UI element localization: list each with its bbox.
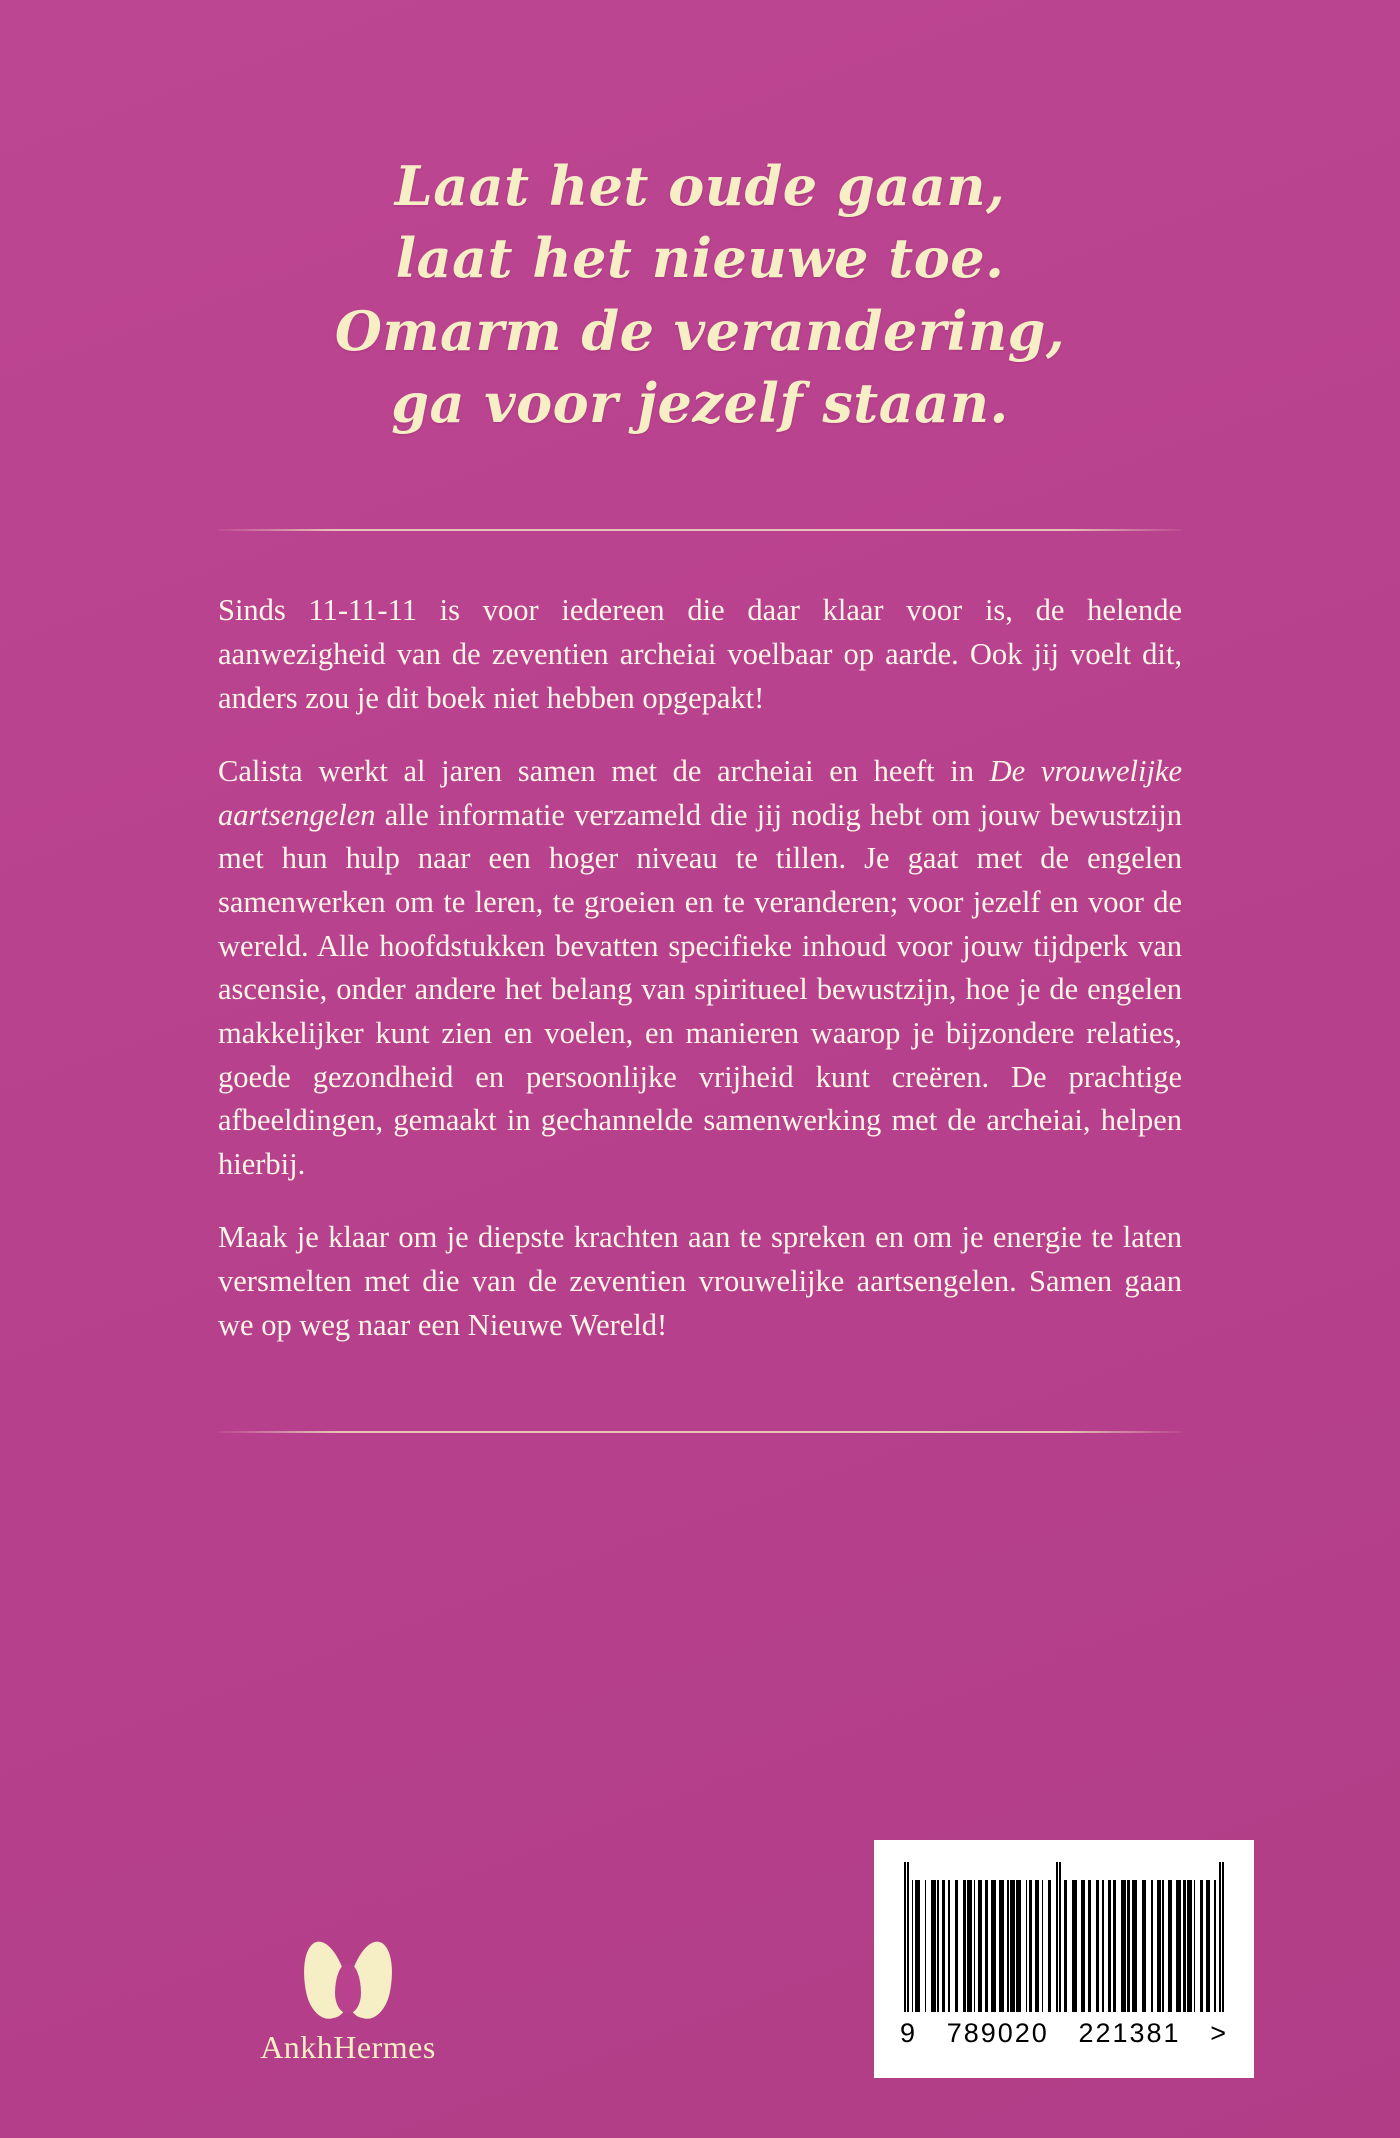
barcode-digit-group-2: 221381	[1078, 2018, 1181, 2048]
tagline-line-3: Omarm de verandering,	[334, 298, 1066, 363]
blurb-paragraph-2-rest: alle informatie verzameld die jij nodig hebt om jouw bewustzijn met hun hulp naar een hoger niveau te tillen. Je gaat met de engelen samenwerken om te leren, te groeien en te veranderen; voor jezelf en voor de wereld. Alle hoofdstukken bevatten specifieke inhoud voor jouw tijdperk van ascensie, onder andere het belang van spiritueel bewustzijn, hoe je de engelen makkelijker kunt zien en voelen, en manieren waarop je bijzondere relaties, goede gezondheid en persoonlijke vrijheid kunt creëren. De prachtige afbeeldingen, gemaakt in gechannelde samenwerking met de archeiai, helpen hierbij.	[218, 797, 1182, 1181]
publisher-logo	[218, 1933, 478, 2066]
divider-top	[218, 529, 1182, 531]
barcode-icon	[904, 1862, 1224, 2012]
barcode-digit-trailing: >	[1210, 2018, 1228, 2048]
publisher-name: AnkhHermes	[260, 2029, 436, 2065]
blurb-paragraph-3: Maak je klaar om je diepste krachten aan te spreken en om je energie te laten versmelten met die van de zeventien vrouwelijke aartsengelen. Samen gaan we op weg naar een Nieuwe Wereld!	[218, 1220, 1182, 1342]
blurb-paragraph-2-lead: Calista werkt al jaren samen met de archeiai en heeft in	[218, 754, 990, 789]
blurb-text	[0, 589, 1400, 1347]
barcode-digits	[894, 2018, 1234, 2049]
barcode	[874, 1840, 1254, 2078]
tagline-line-2: laat het nieuwe toe.	[395, 226, 1005, 291]
blurb-paragraph-2	[218, 750, 1182, 1186]
blurb-paragraph-1: Sinds 11-11-11 is voor iedereen die daar klaar voor is, de helende aanwezigheid van de zeventien archeiai voelbaar op aarde. Ook jij voelt dit, anders zou je dit boek niet hebben opgepakt!	[218, 593, 1182, 715]
divider-bottom	[218, 1431, 1182, 1433]
ankh-petal-icon	[300, 1933, 396, 2019]
cover-footer	[0, 1708, 1400, 2138]
tagline-line-4: ga voor jezelf staan.	[391, 371, 1009, 436]
barcode-digit-leading: 9	[900, 2018, 918, 2048]
barcode-digit-group-1: 789020	[946, 2018, 1049, 2048]
tagline	[0, 0, 1400, 439]
book-title-mention: De vrouwelijke aartsengelen	[218, 754, 1183, 832]
tagline-line-1: Laat het oude gaan,	[394, 154, 1006, 218]
